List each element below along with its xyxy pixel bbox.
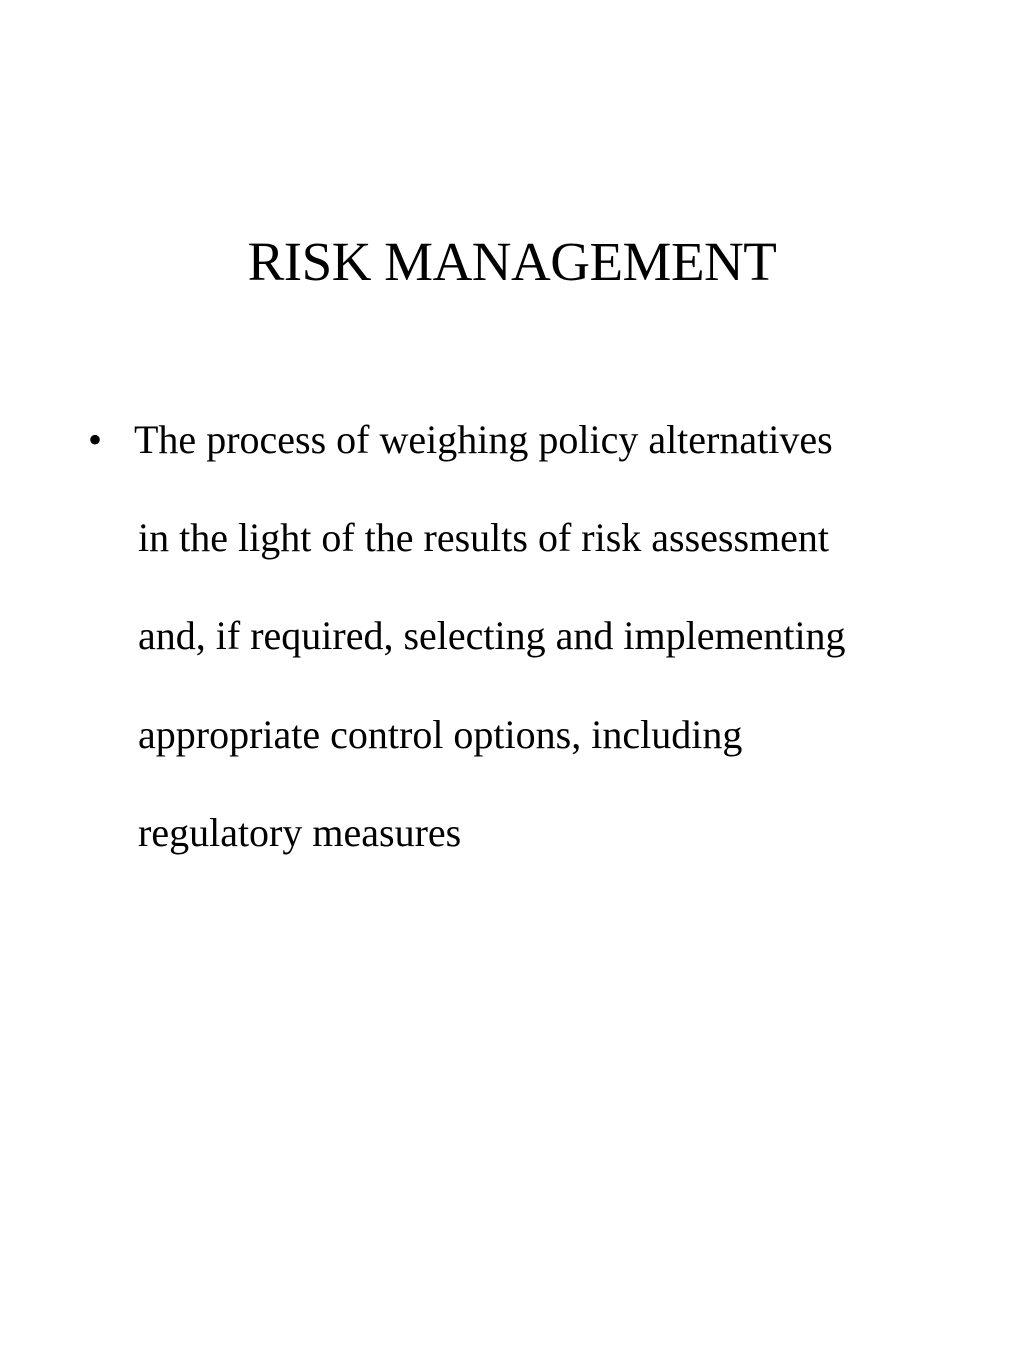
- bullet-line: appropriate control options, including: [138, 712, 743, 757]
- bullet-marker: •: [88, 417, 103, 462]
- bullet-line: in the light of the results of risk assessment: [138, 515, 830, 560]
- bullet-line: and, if required, selecting and implementing: [138, 613, 846, 658]
- bullet-line: The process of weighing policy alternatives: [134, 417, 833, 462]
- slide-title: RISK MANAGEMENT: [247, 231, 777, 292]
- bullet-line: regulatory measures: [138, 810, 462, 855]
